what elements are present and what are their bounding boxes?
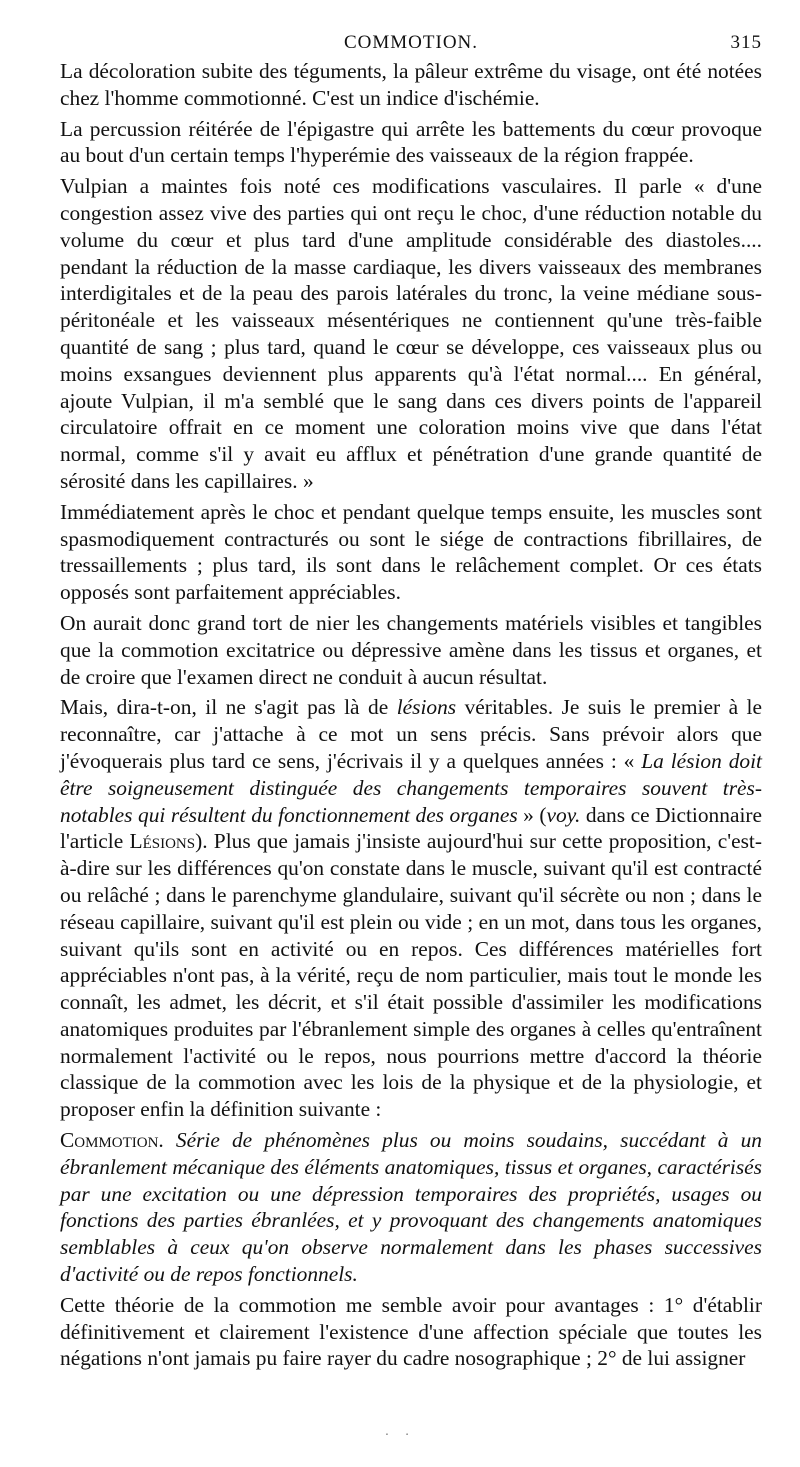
paragraph-4: Immédiatement après le choc et pendant quelque temps ensuite, les muscles sont spasmodiquement contracturés ou sont le siége de contractions fibrillaires, de tressaillements ; plus tard, ils sont dans le relâchement complet. Or ces états opposés sont parfaitement appréciables. [60,499,762,605]
p6-quote-italic: La lésion doit être soigneusement distinguée des changements temporaires souvent très-notables qui résultent du fonctionnement des organes [60,748,762,827]
p6-text-e: » ( [517,802,547,827]
p6-lesions-smallcaps: Lésions [129,829,196,854]
running-title: COMMOTION. [343,32,479,53]
paragraph-3: Vulpian a maintes fois noté ces modifications vasculaires. Il parle « d'une congestion assez vive des parties qui ont reçu le choc, d'une réduction notable du volume du cœur et plus tard d'une amplitude considérable des diastoles.... pendant la réduction de la masse cardiaque, les divers vaisseaux des membranes interdigitales et de la peau des parois latérales du tronc, la veine médiane sous-péritonéale et les vaisseaux mésentériques ne contiennent qu'une très-faible quantité de sang ; plus tard, quand le cœur se développe, ces vaisseaux plus ou moins exsangues deviennent plus apparents qu'à l'état normal.... En général, ajoute Vulpian, il m'a semblé que le sang dans ces divers points de l'appareil circulatoire offrait en ce moment une coloration moins vive que dans l'état normal, comme s'il y avait eu afflux et pénétration d'une grande quantité de sérosité dans les capillaires. » [60,174,762,493]
definition-paragraph [60,1127,762,1288]
body-text [60,58,762,1372]
p6-voy-italic: voy. [546,802,581,827]
running-header [60,28,762,58]
paragraph-2: La percussion réitérée de l'épigastre qui arrête les battements du cœur provoque au bout d'un certain temps l'hyperémie des vaisseaux de la région frappée. [60,116,762,168]
page-number: 315 [730,32,762,53]
paragraph-6 [60,694,762,1123]
p6-text-c: véritables. Je suis le premier à le reconnaître, car j'attache à ce mot un sens précis. Sans prévoir alors que j'évoquerais plus tard ce sens, j'écrivais il y a quelques années : « [60,695,762,773]
p6-text-i: ). Plus que jamais j'insiste aujourd'hui sur cette proposition, c'est-à-dire sur les différences qu'on constate dans le muscle, suivant qu'il est contracté ou relâché ; dans le parenchyme glandulaire, suivant qu'il sécrète ou non ; dans le réseau capillaire, suivant qu'il est plein ou vide ; en un mot, dans tous les organes, suivant qu'ils sont en activité ou en repos. Ces différences matérielles fort appréciables n'ont pas, à la vérité, reçu de nom particulier, mais tout le monde les connaît, les admet, les décrit, et s'il était possible d'assimiler les modifications anatomiques produites par l'ébranlement simple des organes à celles qu'entraînent normalement l'activité ou le repos, nous pourrions mettre d'accord la théorie classique de la commotion avec les lois de la physique et de la physiologie, et proposer enfin la définition suivante : [60,829,762,1122]
footer-marks: · · [384,1428,416,1443]
p6-lesions-italic: lésions [396,695,457,720]
paragraph-5: On aurait donc grand tort de nier les changements matériels visibles et tangibles que la commotion excitatrice ou dépressive amène dans les tissus et organes, et de croire que l'examen direct ne conduit à aucun résultat. [60,610,762,689]
definition-term: Commotion. [60,1128,164,1153]
definition-text: Série de phénomènes plus ou moins soudains, succédant à un ébranlement mécanique des éléments anatomiques, tissus et organes, caractérisés par une excitation ou une dépression temporaires des propriétés, usages ou fonctions des parties ébranlées, et y provoquant des changements anatomiques semblables à ceux qu'on observe normalement dans les phases successives d'activité ou de repos fonctionnels. [60,1128,762,1287]
p6-text-g: dans ce Dictionnaire l'article [60,802,763,854]
paragraph-1: La décoloration subite des téguments, la pâleur extrême du visage, ont été notées chez l'homme commotionné. C'est un indice d'ischémie. [60,59,762,110]
paragraph-8: Cette théorie de la commotion me semble avoir pour avantages : 1° d'établir définitivement et clairement l'existence d'une affection spéciale que toutes les négations n'ont jamais pu faire rayer du cadre nosographique ; 2° de lui assigner [60,1292,762,1371]
p6-text-a: Mais, dira-t-on, il ne s'agit pas là de [60,695,397,720]
